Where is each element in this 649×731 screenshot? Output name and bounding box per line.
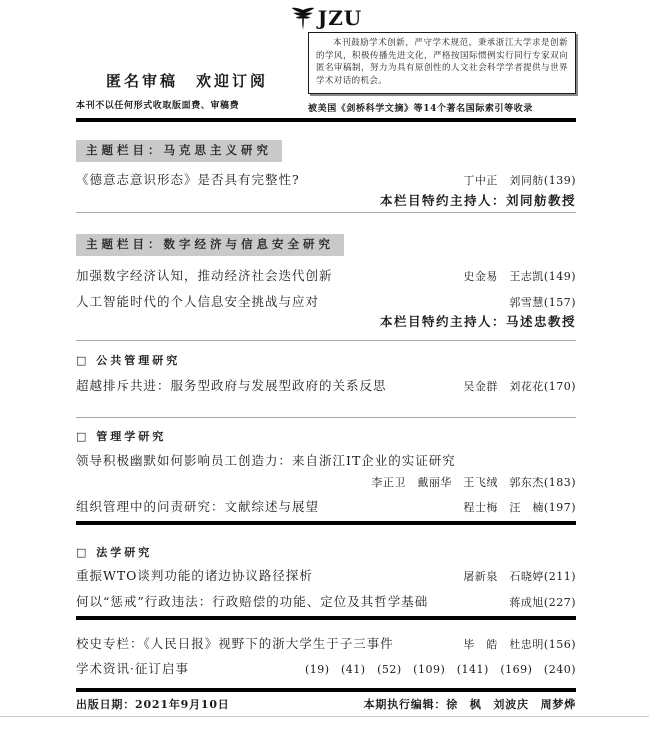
section-label: □ 管理学研究 [76,429,167,443]
article-authors-pages: 丁中正 刘同舫(139) [463,174,576,188]
article-title: 重振WTO谈判功能的诸边协议路径探析 [76,567,313,583]
divider-thick [76,616,576,620]
page-bottom-edge [0,716,649,717]
section-law-studies [76,545,576,611]
section-marxism-studies [76,122,576,209]
article-title: 加强数字经济认知，推动经济社会迭代创新 [76,267,333,283]
divider-thick [76,521,576,525]
article-authors-pages: 史金易 王志凯(149) [463,269,576,283]
article-row [76,498,576,516]
section-management-studies [76,429,576,516]
article-row [76,267,576,285]
column-host-line: 本栏目特约主持人：马述忠教授 [379,313,576,329]
article-title: 学术资讯·征订启事 [76,660,189,676]
page-header [76,32,576,114]
article-authors-pages: 李正卫 戴丽华 王飞绒 郭东杰(183) [371,475,576,489]
article-authors-pages: 屠新泉 石晓婷(211) [463,569,576,583]
history-column-row [76,635,576,653]
no-fee-line: 本刊不以任何形式收取版面费、审稿费 [76,101,240,112]
article-title: 《德意志意识形态》是否具有完整性? [76,172,300,188]
index-coverage-line: 被美国《剑桥科学文摘》等14个著名国际索引等收录 [308,104,533,115]
article-row [76,452,576,469]
section-label: □ 公共管理研究 [76,353,181,367]
section-label: 主题栏目：数字经济与信息安全研究 [76,234,344,256]
article-row [76,293,576,311]
article-authors-pages: 吴金群 刘花花(170) [463,379,576,393]
divider-thin [76,340,576,341]
article-authors-pages: 郭雪慧(157) [509,295,576,309]
column-host-line: 本栏目特约主持人：刘同舫教授 [379,193,576,209]
executive-editors: 本期执行编辑：徐 枫 刘波庆 周梦烨 [363,697,576,711]
article-authors-pages: (19) (41) (52) (109) (141) (169) (240) [304,662,576,676]
masthead [76,0,576,32]
divider-thin [76,417,576,418]
article-row [76,593,576,611]
journal-logo [290,5,363,32]
article-title: 超越排斥共进：服务型政府与发展型政府的关系反思 [76,377,387,393]
section-label: 主题栏目：马克思主义研究 [76,140,282,162]
publish-date: 出版日期：2021年9月10日 [76,697,230,711]
anonymous-review-line: 匿名审稿 欢迎订阅 [105,72,268,91]
imprint-row [76,697,576,713]
section-digital-economy [76,213,576,330]
article-authors-pages: 蒋成旭(227) [509,595,576,609]
journal-notice-box: 本刊鼓励学术创新，严守学术规范，秉承浙江大学求是创新的学风，积极传播先进文化，严格按国际惯例实行同行专家双向匿名审稿制，努力为具有原创性的人文社会科学学者提供与世界学术对话的机会。 [308,32,576,94]
eagle-icon [290,6,316,32]
academic-news-row [76,660,576,678]
article-title: 组织管理中的问责研究：文献综述与展望 [76,498,320,514]
header-right [308,32,576,114]
article-title: 人工智能时代的个人信息安全挑战与应对 [76,293,320,309]
article-row [76,171,576,189]
section-label: □ 法学研究 [76,545,153,559]
article-authors-pages: 毕 皓 杜忠明(156) [463,637,576,651]
article-row [76,377,576,395]
article-title: 领导积极幽默如何影响员工创造力：来自浙江IT企业的实证研究 [76,452,456,468]
journal-logo-text: JZU [317,6,363,30]
divider-thick [76,688,576,692]
article-title: 何以“惩戒”行政违法：行政赔偿的功能、定位及其哲学基础 [76,593,429,609]
article-row [76,567,576,585]
article-authors-pages: 程士梅 汪 楠(197) [463,500,576,514]
header-left [76,70,298,114]
section-public-administration [76,353,576,395]
article-title: 校史专栏：《人民日报》视野下的浙大学生于子三事件 [76,635,394,651]
